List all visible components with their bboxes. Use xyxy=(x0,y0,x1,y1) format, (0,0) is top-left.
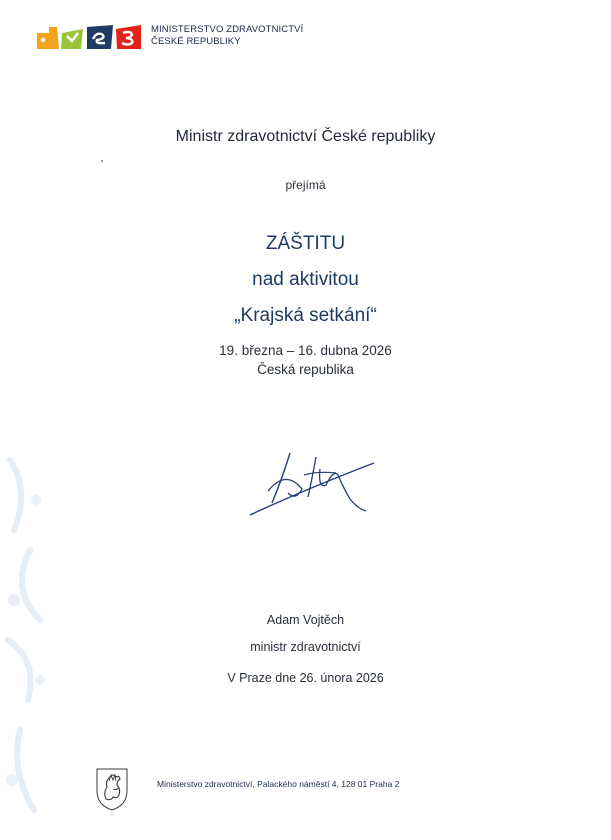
patronage-title: ZÁŠTITU xyxy=(265,233,346,254)
watermark-graphic xyxy=(0,440,58,840)
handwritten-signature-icon xyxy=(246,449,378,519)
signer-title: ministr zdravotnictví xyxy=(250,640,361,654)
ministry-name-line1: MINISTERSTVO ZDRAVOTNICTVÍ xyxy=(151,24,304,35)
date-range: 19. března – 16. dubna 2026 xyxy=(219,343,392,358)
footer-address xyxy=(157,779,399,789)
activity-name: „Krajská setkání“ xyxy=(234,305,377,326)
signer-name: Adam Vojtěch xyxy=(266,613,345,627)
coat-of-arms-icon xyxy=(95,767,129,811)
document-heading: Ministr zdravotnictví České republiky xyxy=(175,128,436,145)
ministry-name xyxy=(151,24,303,48)
place-and-date: V Praze dne 26. února 2026 xyxy=(227,671,384,685)
country: Česká republika xyxy=(257,362,354,377)
activity-line: nad aktivitou xyxy=(252,269,359,290)
scan-speck xyxy=(101,160,103,162)
footer-org: Ministerstvo zdravotnictví xyxy=(157,779,253,789)
grants-text: přejímá xyxy=(285,178,326,192)
footer-street: , Palackého náměstí 4, 128 01 Praha 2 xyxy=(252,779,400,789)
mzcr-logo-icon xyxy=(37,23,141,51)
ministry-name-line2: ČESKÉ REPUBLIKY xyxy=(151,36,241,47)
